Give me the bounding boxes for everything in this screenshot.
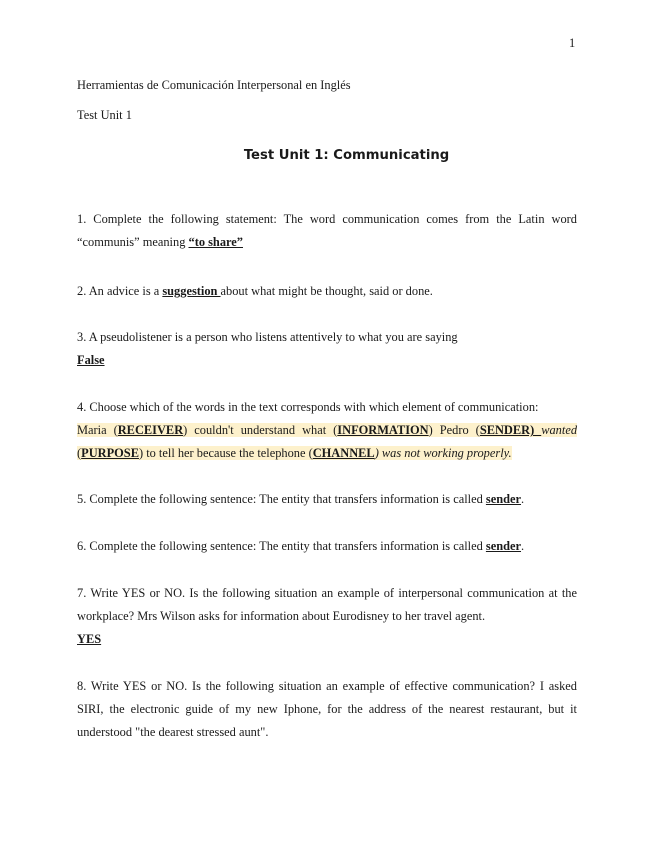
question-3-answer: False: [77, 353, 105, 368]
question-4-wanted: wanted: [541, 423, 578, 438]
page-number: 1: [569, 36, 576, 50]
question-8-line-2: SIRI, the electronic guide of my new Iphone, for the address of the nearest restaurant, but it: [77, 702, 577, 717]
question-5-post: .: [521, 492, 525, 506]
question-8-line-1: 8. Write YES or NO. Is the following situation an example of effective communication? I asked: [77, 679, 577, 693]
question-2-post: about what might be thought, said or done.: [220, 284, 433, 298]
question-4-couldnt: ) couldn't understand what (: [183, 423, 338, 438]
question-6-answer: sender: [485, 539, 522, 553]
question-7-line-1: 7. Write YES or NO. Is the following situation an example of interpersonal communication at the: [77, 586, 577, 600]
question-4-sender: SENDER): [479, 423, 542, 438]
question-5: [77, 488, 577, 511]
question-6: [77, 535, 577, 558]
question-4-pedro: ) Pedro (: [428, 423, 480, 438]
question-1-answer: “to share”: [188, 235, 243, 250]
document-title: Test Unit 1: Communicating: [243, 148, 450, 163]
question-7-answer-line: [77, 628, 577, 651]
question-8: [77, 675, 577, 745]
question-3: [77, 326, 577, 372]
question-6-line: [77, 535, 577, 558]
question-1-line-2: [77, 231, 577, 254]
question-4-line-3: [77, 442, 577, 465]
question-3-answer-line: [77, 349, 577, 372]
question-4-line-2: [77, 419, 577, 442]
question-3-line-1: 3. A pseudolistener is a person who listens attentively to what you are saying: [77, 330, 458, 344]
question-1-text: “communis” meaning: [77, 235, 189, 250]
question-4-tell: ) to tell her because the telephone (: [138, 446, 313, 461]
question-4-information: INFORMATION: [337, 423, 429, 438]
question-8-line-3: understood "the dearest stressed aunt".: [77, 725, 269, 740]
test-name: Test Unit 1: [77, 108, 132, 122]
question-1: [77, 208, 577, 254]
question-5-answer: sender: [485, 492, 522, 506]
question-2-line: [77, 280, 577, 303]
question-1-line-1: 1. Complete the following statement: The word communication comes from the Latin word: [77, 212, 577, 226]
course-name: Herramientas de Comunicación Interpersonal en Inglés: [77, 78, 351, 92]
question-5-pre: 5. Complete the following sentence: The entity that transfers information is called: [77, 492, 486, 506]
question-2-pre: 2. An advice is a: [77, 284, 163, 298]
question-4-maria: Maria (: [77, 423, 118, 438]
question-2-answer: suggestion: [162, 284, 221, 298]
question-7-answer: YES: [77, 632, 102, 647]
question-5-line: [77, 488, 577, 511]
question-4-channel: CHANNEL: [312, 446, 375, 461]
question-6-post: .: [521, 539, 525, 553]
question-6-pre: 6. Complete the following sentence: The entity that transfers information is called: [77, 539, 486, 553]
question-4-line-1: 4. Choose which of the words in the text corresponds with which element of communication:: [77, 400, 539, 414]
question-4: [77, 396, 577, 466]
question-4-open-paren: (: [77, 446, 82, 461]
question-7-line-2: workplace? Mrs Wilson asks for information about Eurodisney to her travel agent.: [77, 609, 486, 624]
question-4-receiver: RECEIVER: [117, 423, 184, 438]
question-7: [77, 582, 577, 652]
question-4-purpose: PURPOSE: [81, 446, 139, 461]
question-4-end: ) was not working properly.: [374, 446, 512, 461]
question-2: [77, 280, 577, 303]
